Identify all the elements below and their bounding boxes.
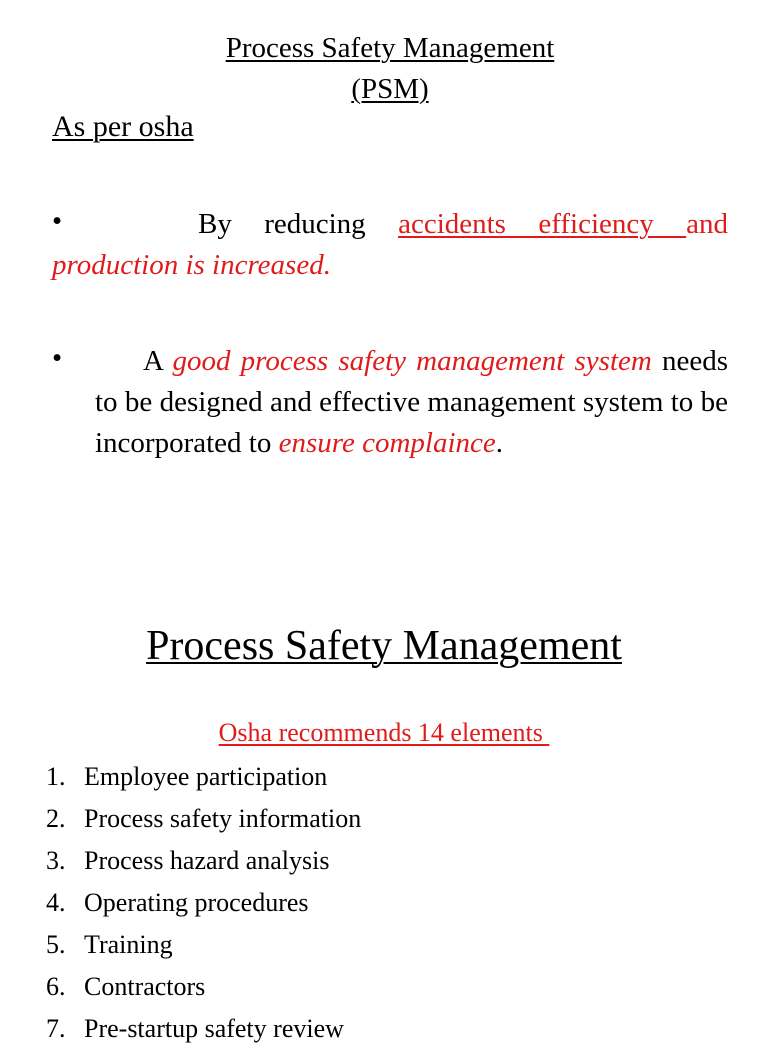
list-item [46, 1008, 361, 1050]
bullet1-italic: production is increased. [52, 249, 331, 281]
bullet-marker-2: • [52, 342, 63, 374]
list-item-label: Process safety information [84, 804, 362, 833]
bullet2-italic-1: good process safety management system [172, 345, 652, 377]
bullet1-highlight: accidents efficiency [398, 208, 687, 240]
list-item [46, 924, 361, 966]
slide2-title [0, 622, 768, 670]
bullet2-text-c: . [495, 427, 504, 459]
list-item [46, 756, 361, 798]
slide2-title-text: Process Safety Management [146, 623, 622, 669]
list-item-number: 1. [46, 762, 66, 791]
recommend-text: Osha recommends 14 elements [218, 718, 550, 747]
slide1-title [0, 28, 768, 110]
list-item-number: 7. [46, 1014, 66, 1043]
list-item [46, 966, 361, 1008]
list-item-label: Employee participation [84, 762, 328, 791]
bullet2-text-b: needs to be designed and effective management system to be incorporated to [95, 345, 729, 459]
list-item [46, 798, 361, 840]
list-item-label: Training [84, 930, 173, 959]
slide1-title-line2: (PSM) [351, 73, 429, 105]
list-item-number: 6. [46, 972, 66, 1001]
bullet-text-1 [52, 204, 728, 286]
list-item-label: Contractors [84, 972, 206, 1001]
list-item-number: 2. [46, 804, 66, 833]
bullet1-text-b: and [686, 208, 728, 240]
list-item-label: Process hazard analysis [84, 846, 330, 875]
list-item-label: Pre-startup safety review [84, 1014, 344, 1043]
bullet2-text-a: A [143, 345, 173, 377]
bullet-marker-1: • [52, 205, 63, 237]
list-item [46, 882, 361, 924]
bullet2-italic-2: ensure complaince [278, 427, 496, 459]
list-item-label: Operating procedures [84, 888, 309, 917]
list-item-number: 5. [46, 930, 66, 959]
list-item [46, 840, 361, 882]
slide1-title-line1: Process Safety Management [225, 32, 555, 64]
elements-list [46, 756, 361, 1050]
list-item-number: 3. [46, 846, 66, 875]
bullet-text-2 [95, 341, 728, 464]
slide1-subtitle: As per osha [52, 110, 194, 143]
bullet1-text-a: By reducing [198, 208, 399, 240]
recommend-heading [0, 718, 768, 748]
list-item-number: 4. [46, 888, 66, 917]
